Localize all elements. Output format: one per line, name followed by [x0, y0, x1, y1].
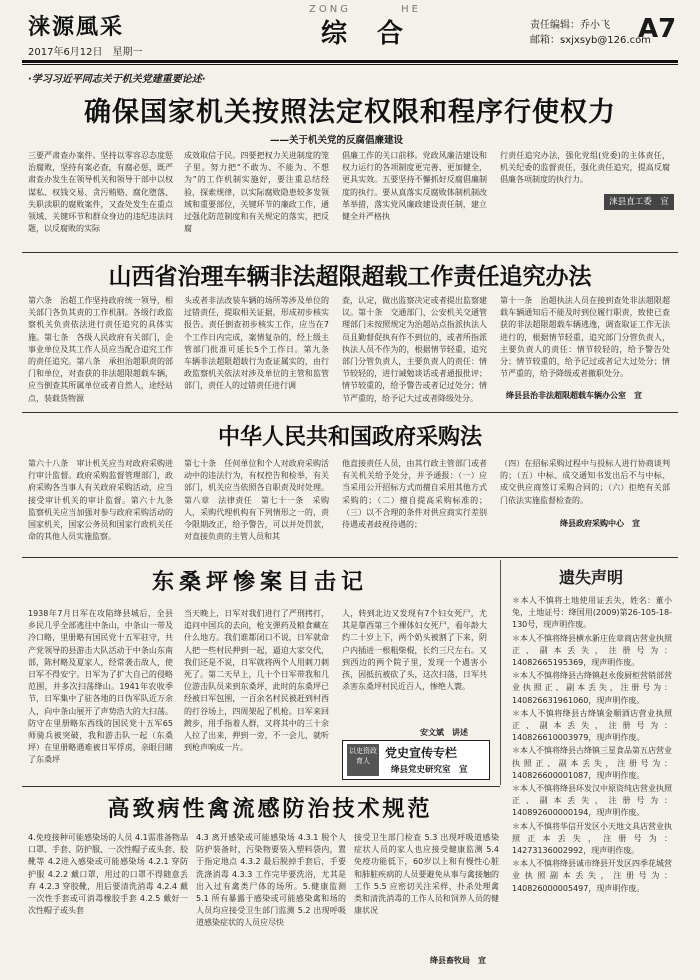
article4-headline: 东桑坪惨案目击记 — [151, 569, 368, 595]
lost-notice-item: ＊本人不慎将绛县横水新庄佐章商店营业执照正、副本丢失，注册号为：14082665195369，现声明作废。 — [512, 633, 672, 668]
divider-2 — [22, 412, 678, 413]
lost-notice — [506, 565, 676, 970]
article2-col3: 查，认定，做出监察决定或者提出监察建议。第十条 交通部门、公安机关交通管理部门未按照规定为治超站点指派执法人员且勤督促执有作不到位的，或者所指派执法人员不作为的，根据情节轻重，追究部门分管负责人，主要负责人的责任：情节较轻的，进行诫勉谈话或者通报批评；情节较重的，给予警告或者记过处分；情节严重的，给予记大过或者降级处分。 — [342, 296, 487, 403]
lost-notice-item: ＊本人不慎将绛县诚市绛县开发区四季花城营业执照副本丢失，注册号为：140826000005497，现声明作废。 — [512, 859, 672, 893]
pinyin-left: ZONG — [309, 4, 351, 15]
article2-col2: 头或者非法改装车辆的场所等涉及单位的过错责任，提取相关证据，形成初步核实报告。责任倒查初步核实工作，应当在7个工作日内完成，案情复杂的，经上级主管部门批准可延长5个工作日。第九条 车辆非法超限超载行为查证属实的，由行政监察机关依法对涉及单位的主管和监管部门，责任人的过错责任进行调 — [184, 296, 337, 391]
promo-seal-icon: 以史资政育人 — [347, 744, 379, 776]
article4-col2: 当天晚上，日军对我们进行了严刑拷打，追问中国兵的去向，枪支弹药及粮食藏在什么地方。我们谁都闭口不说，日军就命人把一些村民押到一起，逼迫大家交代，我们还是不说，日军就将两个人用刺刀刺死了。第二天早上，几十个日军带我和几位游击队员来到东桑坪，此时的东桑坪已经被日军包围，一百余名村民被赶到村西的打谷场上，四周架起了机枪。日军来回踱步，用手指着人群，又将其中的三十余人拉了出来，押到一旁，不一会儿，就听到枪声响成一片。 — [184, 609, 329, 753]
masthead — [0, 0, 700, 62]
article1-signature: 涞县直工委 宣 — [604, 194, 674, 210]
column-kicker: ·学习习近平同志关于机关党建重要论述· — [28, 74, 206, 85]
page-number: A7 — [638, 14, 677, 44]
article1-col1: 三要严肃查办案件。坚持以零容忍态度惩治腐败，坚持有案必查，有腐必惩，既严肃查办发生在领导机关和领导干部中以权谋私、权钱交易、贪污贿赂、腐化堕落、失职渎职的腐败案件，又查处发生在重点领域、关键环节和群众身边的违纪违法问题，以反腐败的实际 — [28, 151, 173, 234]
section-title: 综合 — [320, 19, 433, 49]
article1-col4: 行责任追究办法，强化党组(党委)的主体责任，机关纪委的监督责任，强化责任追究，提高反腐倡廉各项制度的执行力。 — [500, 151, 670, 185]
article5-col3: 接受卫生部门检查 5.3 出现呼吸道感染症状人员的家人也应接受健康监测 5.4 免疫功能低下，60岁以上和有慢性心脏和肺脏疾病的人员要避免从事与禽接触的工作 5.5 应密切关注采样，扑杀处理禽类和清洗消毒的工作人员和饲养人员的健康状况 — [354, 833, 499, 916]
issue-date: 2017年6月12日 星期一 — [28, 47, 143, 58]
lost-notice-title: 遗失声明 — [558, 568, 623, 587]
section-heading — [285, 4, 445, 50]
article4-col1: 1938年7月日军在攻陷绛县城后，全县乡民几乎全部逃往中条山，中条山一带及冷口略，里册略有国民党十五军驻守，共产党领导的县游击大队活动于中条山东南部，陈村略及夏家人，经常袭击敌人，使日军不得安宁。日军为了扩大自己的侵略范围，并多次扫荡绛山。1941年农收季节，日军集中了驻各地的日伪军队近万余人，向中条山展开了声势浩大的大扫荡。防守在里册略东西线的国民党十五军65师骑兵被突破，我和游击队一起（东桑坪）在里册略遇难被日军俘虏，亲眼目睹了东桑坪 — [28, 609, 173, 765]
promo-subtitle: 绛县党史研究室 宣 — [391, 765, 468, 775]
paper-name: 涞源風采 — [28, 14, 125, 40]
pinyin-right: HE — [401, 4, 421, 15]
lost-notice-rule — [500, 560, 501, 785]
article3-signature: 绛县政府采购中心 宣 — [560, 519, 640, 528]
article2-signature: 绛县县治非法超限超载车辆办公室 宣 — [506, 391, 642, 400]
article1-col3: 倡廉工作的关口前移。党政风廉洁建设和权力运行的各项制度更完善、更加健全，更具实效。五要坚持不懈抓好反腐倡廉制度的执行。要从真落实反腐败体制机制改革举措，落实党风廉政建设责任制，建立健全并严格执 — [342, 151, 487, 222]
article2-headline: 山西省治理车辆非法超限超载工作责任追究办法 — [108, 263, 592, 290]
divider-1 — [22, 252, 678, 253]
article3-headline: 中华人民共和国政府采购法 — [217, 424, 482, 450]
article1-headline: 确保国家机关按照法定权限和程序行使权力 — [84, 97, 616, 128]
article1-col2: 成效取信于民。四要把权力关进制度的笼子里。努力把“不敢为、不能为、不想为”的工作机制实施好，要注重总结经验，探索规律，以实际腐败隐患较多发领域和重要部位，关键环节的廉政工作，通过强化防范制度和有关规定的落实，把反腐 — [184, 151, 329, 234]
header-rule — [22, 60, 678, 63]
lost-notice-item: ＊本人不慎将绛县古绛镇三星食品第五店营业执照正、副本丢失，注册号为：140826600001087，现声明作废。 — [512, 746, 672, 780]
article3-col4: （四）在招标采购过程中与投标人进行协商谈判的；（五）中标、成交通知书发出后不与中标、成交供应商签订采购合同的；（六）拒绝有关部门依法实施监督检查的。 — [500, 459, 670, 505]
promo-title: 党史宣传专栏 — [385, 746, 458, 760]
lost-notice-item: ＊本人不慎将绛县古绛镇赵永俊厨柜营销部营业执照正、副本丢失，注册号为：140826631961060，现声明作废。 — [512, 671, 672, 705]
editor-name: 责任编辑：乔小飞 — [530, 20, 610, 31]
lost-notice-body — [512, 595, 672, 965]
article2-col1: 第六条 治超工作坚持政府统一领导，相关部门各负其责的工作机制。各级行政监察机关负责依法进行责任追究的具体实施。第七条 各级人民政府有关部门，企事业单位及其工作人员应当配合追究工作的责任追究。第八条 承担治超职责的部门和单位，对查获的非法超限超载车辆，应当倒查其所属单位或者自然人，途经站点，装载货物源 — [28, 296, 173, 403]
article3-col3: 他直接责任人员，由其行政主管部门或者有关机关给予处分，并予通报：（一）应当采用公开招标方式而擅自采用其他方式采购的；（二）擅自提高采购标准的；（三）以不合理的条件对供应商实行差别待遇或者歧视待遇的； — [342, 459, 487, 530]
article5-col2: 4.3 离开感染或可能感染场 4.3.1 脱个人防护装备时，污染物要装入塑料袋内，置于指定地点 4.3.2 最后脱掉手套后，手要洗涤消毒 4.3.3 工作完毕要洗浴，尤其是出入过有禽类尸体的场所。5.健康监测 5.1 所有暴露于感染或可能感染禽和场的人员均应接受卫生部门监测 5.2 出现呼吸道感染症状的人员应尽快 — [196, 833, 346, 928]
article2-col4: 第十一条 治超执法人员在接到查处非法超限超载车辆通知后不能及时到位履行职责，致使已查获的非法超限超载车辆逃逸，调查取证工作无法进行的，根据情节轻重，追究部门分管负责人，主要负责人的责任：情节较轻的，给予警告处分；情节较重的，给予记过或者记大过处分；情节严重的，给予降级或者撤职处分。 — [500, 296, 670, 379]
editor-email: 邮箱：sxjxsyb@126.com — [530, 35, 651, 46]
masthead-left — [28, 10, 143, 58]
article3-col1: 第六十八条 审计机关应当对政府采购进行审计监督。政府采购监督管理部门，政府采购各当事人有关政府采购活动，应当接受审计机关的审计监督。第六十九条 监察机关应当加强对参与政府采购活动的国家机关，国家公务员和国家行政机关任命的其他人员实施监察。 — [28, 459, 181, 542]
article5-headline: 高致病性禽流感防治技术规范 — [107, 796, 433, 822]
article3-col2: 第七十条 任何单位和个人对政府采购活动中的违法行为，有权控告和检举，有关部门，机关应当依照各自职责及时处理。第八章 法律责任 第七十一条 采购人，采购代理机构有下列情形之一的，责令限期改正，给予警告，可以并处罚款，对直接负责的主管人员和其 — [184, 459, 329, 542]
divider-4 — [22, 786, 500, 787]
lost-notice-item: ＊本人不慎将华信开发区小天地文具店营业执照正本丢失，注册号为：14273136002992，现声明作废。 — [512, 821, 672, 856]
header-rule-thin — [22, 64, 678, 65]
article1-subhead: ——关于机关党的反腐倡廉建设 — [270, 135, 404, 146]
lost-notice-item: ＊本人不慎将绛县古绛镇金顺酒店营业执照正、副本丢失，注册号为：140826610003979，现声明作废。 — [512, 708, 672, 743]
article5-signature: 绛县畜牧局 宣 — [430, 956, 486, 965]
article4-col3: 人，转到北边又发现有7个妇女死尸，尤其是靠西第三个裸体妇女死尸，看年龄大约二十岁上下，两个奶头被割了下来，阴户内插进一根粗柴棍，长约三尺左右。又到西边的两个院子里，发现一个遇害小孩，因抵抗被砍了头，这次扫荡，日军共杀害东桑坪村民近百人，惨绝人寰。 — [342, 609, 487, 692]
lost-notice-item: ＊本人不慎将绛县环发汉中原资纯店营业执照正、副本丢失，注册号为：140892600000194，现声明作废。 — [512, 784, 672, 818]
party-history-promo — [342, 740, 490, 780]
article5-col1: 4.免疫接种可能感染场的人员 4.1需准备物品 口罩、手套、防护服、一次性帽子或头套、胶靴等 4.2进入感染或可能感染场 4.2.1 穿防护服 4.2.2 戴口罩，用过的口罩不得随意丢弃 4.2.3 穿胶靴，用后要清洗消毒 4.2.4 戴一次性手套或可消毒橡胶手套 4.2.5 戴好一次性帽子或头套 — [28, 833, 188, 916]
divider-3 — [22, 557, 678, 558]
article4-author: 安文斌 讲述 — [420, 728, 468, 737]
editor-info — [530, 18, 651, 48]
lost-notice-item: ＊本人不慎将土地使用证丢失，姓名：董小兔，土地证号：绛国用(2009)第26-105-18-130号，现声明作废。 — [512, 596, 672, 630]
